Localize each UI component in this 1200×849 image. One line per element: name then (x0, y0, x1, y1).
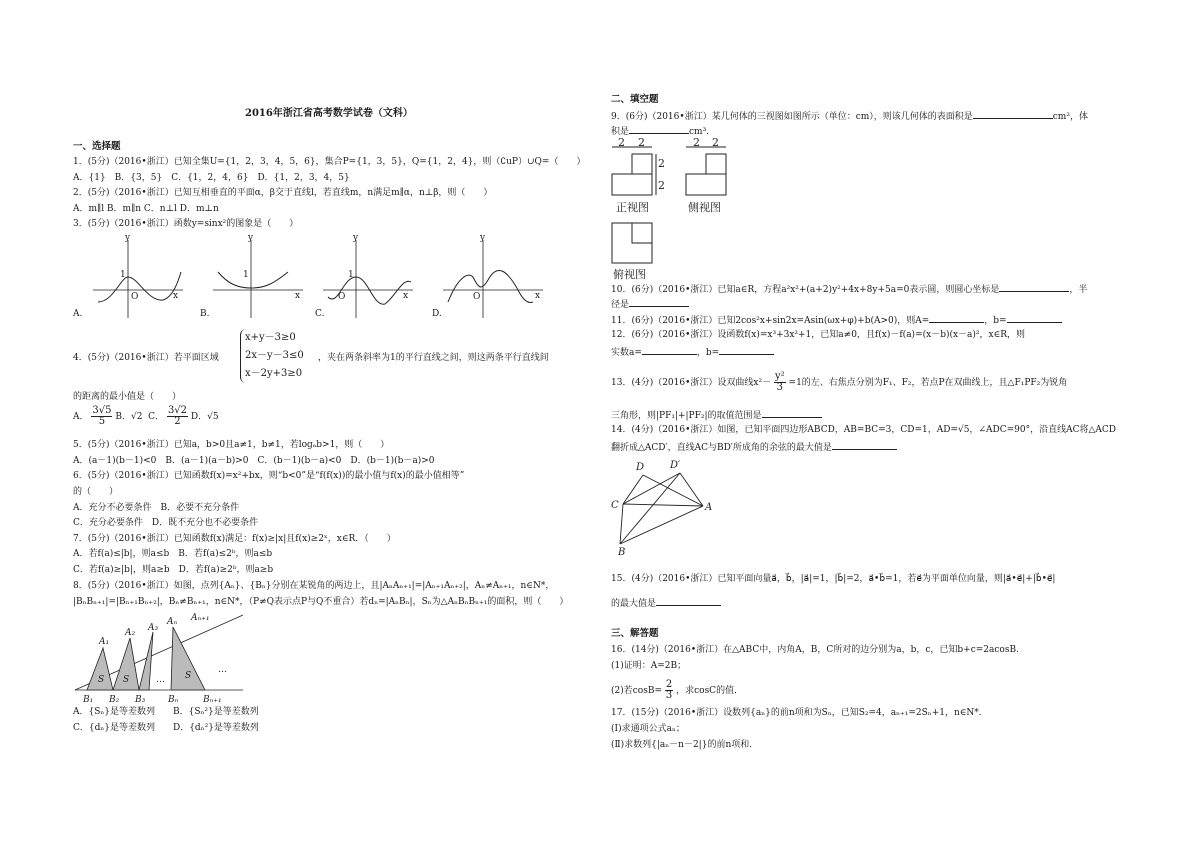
question-8-cont: |BₙBₙ₊₁|=|Bₙ₊₁Bₙ₊₂|，Bₙ≠Bₙ₊₁，n∈N*，（P≠Q表示点P与Q不重合）若dₙ=|AₙBₙ|，Sₙ为△AₙBₙBₙ₊₁的面积，则（ ） (73, 597, 569, 607)
dim-2: 2 (638, 137, 645, 149)
question-16-part-2: (2)若cosB= $\frac{2}{3}$ ，求cosC的值． (611, 679, 744, 701)
dim-5: 2 (693, 137, 700, 149)
fig8-bn1: Bₙ₊₁ (203, 695, 222, 705)
question-4: 4．(5分)（2016•浙江）若平面区域 (73, 353, 219, 363)
graph-c-x: x (403, 291, 409, 301)
question-5-options: A．(a－1)(b－1)<0 B．(a－1)(a－b)>0 C．(b－1)(b－a)<0 D．(b－1)(b－a)>0 (73, 456, 435, 466)
question-3-graphs (73, 232, 553, 320)
fig8-s2: S (123, 675, 130, 685)
question-8-options-1: A．{Sₙ}是等差数列 B．{Sₙ²}是等差数列 (73, 707, 259, 717)
side-view-label: 侧视图 (688, 201, 721, 214)
question-7: 7．(5分)（2016•浙江）已知函数f(x)满足：f(x)≥|x|且f(x)≥2ˣ，x∈R．（ ） (73, 534, 396, 544)
question-6: 6．(5分)（2016•浙江）已知函数f(x)=x²+bx，则“b<0”是“f(f(x))的最小值与f(x)的最小值相等” (73, 471, 465, 481)
question-16-part-1: (1)证明：A=2B； (611, 661, 687, 671)
graph-a-one: 1 (120, 270, 126, 280)
graph-a (93, 233, 183, 318)
graph-c-o: O (338, 292, 346, 302)
question-6-options-2: C．充分必要条件 D．既不充分也不必要条件 (73, 518, 259, 528)
question-13-cont: 三角形，则|PF₁|+|PF₂|的取值范围是 (611, 409, 822, 422)
graph-d-x: x (535, 291, 541, 301)
side-base (686, 174, 726, 195)
question-3: 3．(5分)（2016•浙江）函数y=sinx²的图象是（ ） (73, 219, 299, 229)
fig8-sn: S (185, 671, 192, 681)
graph-a-y: y (125, 233, 131, 243)
dim-1: 2 (618, 137, 625, 149)
fig8-a3: A₃ (148, 623, 159, 633)
fig8-a1: A₁ (99, 637, 110, 647)
question-17-part-2: (Ⅱ)求数列{|aₙ－n－2|}的前n项和． (611, 740, 759, 750)
question-12: 12．(6分)（2016•浙江）设函数f(x)=x³+3x²+1，已知a≠0，且f(x)－f(a)=(x－b)(x－a)²，x∈R，则 (611, 330, 1026, 340)
dim-3: 2 (658, 157, 665, 170)
question-14: 14．(4分)（2016•浙江）如图，已知平面四边形ABCD，AB=BC=3，CD=1，AD=√5，∠ADC=90°，沿直线AC将△ACD (611, 425, 1117, 435)
question-10: 10．(6分)（2016•浙江）已知a∈R，方程a²x²+(a+2)y²+4x+8y+5a=0表示圆，则圆心坐标是 ，半 (611, 285, 1088, 295)
graph-a-label: A. (73, 309, 83, 319)
graph-d-o: O (473, 292, 481, 302)
question-14-figure (608, 458, 728, 558)
graph-c-label: C. (315, 309, 325, 319)
three-views (608, 137, 758, 282)
fig8-a2: A₂ (125, 628, 136, 638)
question-7-options-2: C．若f(a)≥|b|，则a≥b D．若f(a)≥2ᵇ，则a≥b (73, 565, 274, 575)
fig8-bn: Bₙ (168, 695, 179, 705)
top-view-label: 俯视图 (613, 268, 646, 281)
section-fill: 二、填空题 (611, 94, 659, 105)
sys-1: x+y－3≥0 (245, 332, 296, 343)
graph-c-y: y (353, 233, 359, 243)
fig8-dots2: … (218, 665, 227, 675)
question-4-cont: ，夹在两条斜率为1的平行直线之间，则这两条平行直线间 (318, 353, 549, 363)
question-4-options: A． $\frac{3√5}{5}$ B．√2 C． $\frac{3√2}{2}$ D．√5 (73, 405, 219, 427)
graph-d (443, 233, 543, 318)
question-8: 8．(5分)（2016•浙江）如图，点列{Aₙ}、{Bₙ}分别在某锐角的两边上，且|AₙAₙ₊₁|=|Aₙ₊₁Aₙ₊₂|，Aₙ≠Aₙ₊₁，n∈N*， (73, 581, 555, 591)
graph-b (213, 233, 303, 318)
page-title: 2016年浙江省高考数学试卷（文科） (245, 108, 413, 119)
question-6-cont: 的（ ） (73, 487, 119, 497)
question-17-part-1: (Ⅰ)求通项公式aₙ； (611, 724, 685, 734)
fig14-b: B (618, 547, 626, 558)
question-8-options-2: C．{dₙ}是等差数列 D．{dₙ²}是等差数列 (73, 723, 259, 733)
fig14-a: A (705, 502, 713, 513)
question-16: 16．(14分)（2016•浙江）在△ABC中，内角A，B，C所对的边分别为a，b，c，已知b+c=2acosB． (611, 645, 1026, 655)
graph-b-y: y (248, 233, 254, 243)
fig8-b3: B₃ (135, 695, 146, 705)
front-top (632, 154, 652, 174)
graph-a-o: O (131, 292, 139, 302)
dim-4: 2 (658, 179, 665, 192)
sys-2: 2x－y－3≤0 (245, 350, 304, 361)
triangle-3 (139, 632, 153, 690)
fig8-an: Aₙ (167, 617, 178, 627)
fig8-an1: Aₙ₊₁ (191, 613, 210, 623)
graph-a-x: x (173, 291, 179, 301)
question-1-options: A．{1} B．{3，5} C．{1，2，4，6} D．{1，2，3，4，5} (73, 173, 350, 183)
question-10-cont: 径是 (611, 298, 689, 311)
question-11: 11．(6分)（2016•浙江）已知2cos²x+sin2x=Asin(ωx+φ)+b(A>0)，则A= ，b= (611, 314, 1062, 327)
question-4-tail: 的距离的最小值是（ ） (73, 392, 182, 402)
graph-b-one: 1 (243, 270, 249, 280)
graph-b-label: B. (200, 309, 210, 319)
front-base (612, 174, 652, 195)
fig8-dots1: … (156, 675, 165, 685)
question-15: 15．(4分)（2016•浙江）已知平面向量a⃗，b⃗，|a⃗|=1，|b⃗|=2，a⃗•b⃗=1，若e⃗为平面单位向量，则|a⃗•e⃗|+|b⃗•e⃗| (611, 574, 1056, 584)
question-1: 1．(5分)（2016•浙江）已知全集U={1，2，3，4，5，6}，集合P={1，3，5}，Q={1，2，4}，则（∁uP）∪Q=（ ） (73, 157, 586, 167)
sys-3: x－2y+3≥0 (245, 368, 303, 379)
fig8-s1: S (98, 675, 105, 685)
question-13: 13．(4分)（2016•浙江）设双曲线x²－ $\frac{\text{y²}}{3}$ =1的左、右焦点分别为F₁、F₂，若点P在双曲线上，且△F₁PF₂为锐角 (611, 371, 1068, 393)
fig14-dprime: D′ (670, 460, 681, 471)
side-top (706, 154, 726, 174)
graph-c (323, 233, 413, 318)
question-12-cont: 实数a= ，b= (611, 346, 774, 359)
top-inner (632, 223, 652, 243)
question-2: 2．(5分)（2016•浙江）已知互相垂直的平面α，β交于直线l，若直线m，n满足m∥α，n⊥β，则（ ） (73, 188, 493, 198)
graph-d-label: D. (432, 309, 442, 319)
question-17: 17．(15分)（2016•浙江）设数列{aₙ}的前n项和为Sₙ，已知S₂=4，aₙ₊₁=2Sₙ+1，n∈N*． (611, 708, 988, 718)
graph-b-x: x (295, 291, 301, 301)
graph-c-one: 1 (348, 270, 354, 280)
question-15-cont: 的最大值是 (611, 597, 721, 610)
section-choice: 一、选择题 (73, 141, 121, 152)
front-view-label: 正视图 (616, 201, 649, 214)
section-solve: 三、解答题 (611, 628, 659, 639)
question-6-options-1: A．充分不必要条件 B．必要不充分条件 (73, 503, 240, 513)
question-5: 5．(5分)（2016•浙江）已知a，b>0且a≠1，b≠1，若logₐb>1，则（ ） (73, 440, 390, 450)
dim-6: 2 (712, 137, 719, 149)
question-14-cont: 翻折成△ACD′，直线AC与BD′所成角的余弦的最大值是 (611, 441, 897, 454)
question-4-system (240, 329, 304, 383)
question-9: 9．(6分)（2016•浙江）某几何体的三视图如图所示（单位：cm），则该几何体的表面积是 cm²，体 (611, 112, 1088, 122)
question-8-figure (73, 610, 248, 705)
question-9-cont: 积是 cm³． (611, 127, 716, 137)
fig8-b2: B₂ (109, 695, 120, 705)
graph-d-y: y (480, 233, 486, 243)
fig8-b1: B₁ (83, 695, 94, 705)
question-7-options-1: A．若f(a)≤|b|，则a≤b B．若f(a)≤2ᵇ，则a≤b (73, 549, 273, 559)
fig14-c: C (611, 500, 619, 511)
fig14-d: D (636, 462, 645, 473)
question-2-options: A．m∥l B．m∥n C．n⊥l D．m⊥n (73, 204, 219, 214)
